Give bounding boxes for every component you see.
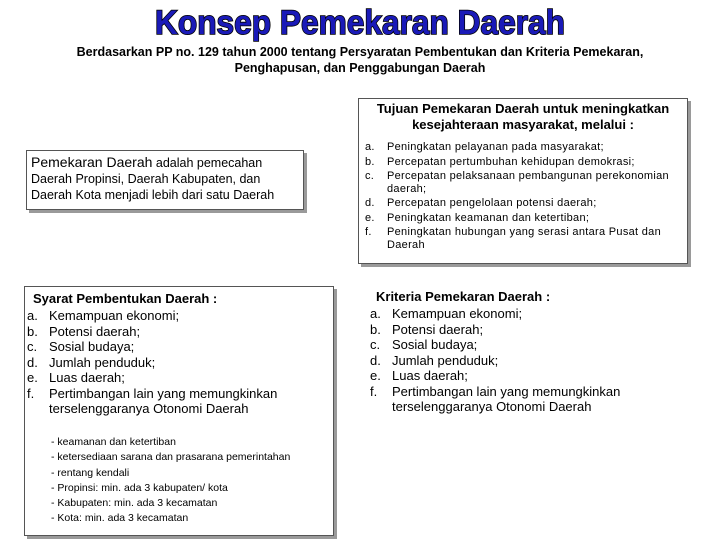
- item-text: Kemampuan ekonomi;: [392, 306, 523, 321]
- item-text: Jumlah penduduk;: [49, 354, 156, 370]
- item-letter: c.: [365, 170, 375, 182]
- objectives-heading-line-2: kesejahteraan masyarakat, melalui :: [412, 117, 634, 132]
- syarat-box: [24, 286, 334, 536]
- item-letter: e.: [370, 368, 381, 383]
- list-item: [25, 339, 331, 355]
- list-item: [365, 197, 685, 210]
- list-item: [368, 337, 688, 353]
- item-text: Percepatan pertumbuhan kehidupan demokrasi;: [387, 155, 635, 168]
- item-text: Percepatan pengelolaan potensi daerah;: [387, 197, 597, 209]
- syarat-list: [25, 308, 331, 417]
- item-text: Luas daerah;: [49, 370, 125, 385]
- objectives-box: [358, 98, 688, 264]
- item-text: Kemampuan ekonomi;: [49, 308, 180, 323]
- item-text: Peningkatan keamanan dan ketertiban;: [387, 211, 590, 224]
- item-text: Luas daerah;: [392, 368, 468, 383]
- list-item: [368, 368, 688, 384]
- list-item: [25, 386, 331, 417]
- item-text: Pertimbangan lain yang memungkinkan terselenggaranya Otonomi Daerah: [392, 383, 621, 414]
- page-title-text: Konsep Pemekaran Daerah: [155, 4, 565, 42]
- item-letter: c.: [27, 339, 38, 354]
- list-item: [368, 306, 688, 322]
- item-text: Peningkatan hubungan yang serasi antara Pusat dan Daerah: [387, 226, 662, 251]
- sublist-item: - rentang kendali: [51, 466, 290, 481]
- list-item: [25, 370, 331, 386]
- item-text: Percepatan pelaksanaan pembangunan perekonomian daerah;: [387, 170, 669, 195]
- item-letter: a.: [370, 306, 381, 321]
- item-text: Jumlah penduduk;: [392, 352, 499, 368]
- item-letter: d.: [365, 197, 375, 209]
- item-letter: f.: [365, 226, 372, 238]
- sublist-item: - Propinsi: min. ada 3 kabupaten/ kota: [51, 481, 290, 496]
- item-text: Peningkatan pelayanan pada masyarakat;: [387, 141, 604, 153]
- list-item: [365, 141, 685, 154]
- item-letter: a.: [27, 308, 38, 323]
- list-item: [365, 156, 685, 169]
- item-letter: d.: [27, 354, 38, 370]
- list-item: [368, 353, 688, 369]
- item-text: Sosial budaya;: [392, 337, 478, 352]
- item-letter: f.: [370, 383, 378, 399]
- list-item: [368, 322, 688, 338]
- item-letter: a.: [365, 141, 375, 153]
- subtitle-line-2: Penghapusan, dan Penggabungan Daerah: [234, 61, 486, 75]
- sublist-item: - Kabupaten: min. ada 3 kecamatan: [51, 496, 290, 511]
- item-letter: b.: [370, 321, 381, 337]
- kriteria-list: [368, 306, 688, 415]
- list-item: [25, 355, 331, 371]
- definition-box: [26, 150, 304, 210]
- page-title: [140, 2, 580, 42]
- list-item: [25, 324, 331, 340]
- item-letter: b.: [27, 323, 38, 339]
- objectives-heading-line-1: Tujuan Pemekaran Daerah untuk meningkatkan: [376, 101, 670, 116]
- subtitle: [40, 44, 680, 76]
- subtitle-line-1: Berdasarkan PP no. 129 tahun 2000 tentang Persyaratan Pembentukan dan Kriteria Pemekaran,: [76, 45, 644, 59]
- item-letter: c.: [370, 337, 381, 352]
- item-letter: d.: [370, 352, 381, 368]
- item-text: Potensi daerah;: [392, 321, 484, 337]
- item-text: Pertimbangan lain yang memungkinkan terselenggaranya Otonomi Daerah: [49, 385, 278, 416]
- list-item: [368, 384, 688, 415]
- objectives-list: [365, 141, 685, 253]
- item-letter: e.: [365, 211, 375, 224]
- sublist-item: - ketersediaan sarana dan prasarana pemerintahan: [51, 450, 290, 465]
- syarat-heading: Syarat Pembentukan Daerah :: [33, 291, 218, 306]
- item-letter: e.: [27, 370, 38, 385]
- item-text: Potensi daerah;: [49, 323, 141, 339]
- definition-term: Pemekaran Daerah: [31, 154, 153, 170]
- item-letter: f.: [27, 385, 35, 401]
- sublist-item: - keamanan dan ketertiban: [51, 435, 290, 450]
- item-letter: b.: [365, 155, 375, 168]
- objectives-heading: [359, 101, 687, 133]
- item-text: Sosial budaya;: [49, 339, 135, 354]
- kriteria-section: [368, 289, 688, 415]
- list-item: [365, 170, 685, 195]
- syarat-content: [25, 291, 331, 417]
- sublist-item: - Kota: min. ada 3 kecamatan: [51, 511, 290, 526]
- definition-text: adalah pemecahan Daerah Propinsi, Daerah Kabupaten, dan Daerah Kota menjadi lebih dari satu Daerah: [31, 156, 275, 202]
- list-item: [25, 308, 331, 324]
- syarat-sublist: [51, 435, 290, 527]
- list-item: [365, 226, 685, 251]
- list-item: [365, 212, 685, 225]
- kriteria-heading: Kriteria Pemekaran Daerah :: [376, 289, 551, 304]
